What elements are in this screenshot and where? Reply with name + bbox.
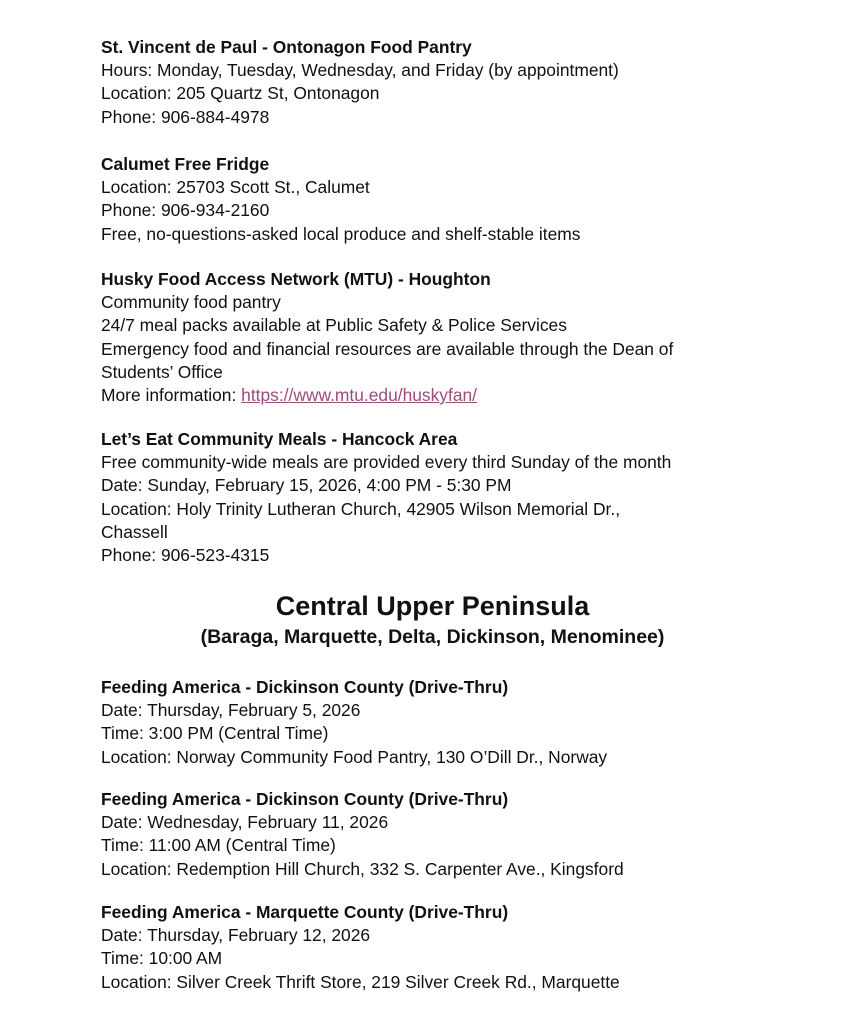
resource-entry-husky-fan [101, 268, 801, 407]
more-info-line [101, 384, 801, 407]
entry-line: Time: 10:00 AM [101, 948, 223, 969]
entry-line: Phone: 906-884-4978 [101, 106, 270, 127]
entry-title: St. Vincent de Paul - Ontonagon Food Pantry [101, 37, 472, 57]
entry-line: Date: Thursday, February 12, 2026 [101, 925, 371, 946]
entry-title: Let’s Eat Community Meals - Hancock Area [101, 429, 458, 449]
entry-line: Location: Norway Community Food Pantry, 130 O’Dill Dr., Norway [101, 746, 608, 767]
entry-line: Location: 205 Quartz St, Ontonagon [101, 83, 380, 104]
entry-title: Feeding America - Dickinson County (Drive-Thru) [101, 677, 509, 697]
entry-line: 24/7 meal packs available at Public Safety & Police Services [101, 315, 567, 336]
resource-entry-lets-eat [101, 428, 801, 567]
entry-line: Date: Sunday, February 15, 2026, 4:00 PM - 5:30 PM [101, 475, 512, 496]
resource-entry-marquette [101, 901, 801, 994]
entry-line: Phone: 906-523-4315 [101, 545, 270, 566]
entry-title: Feeding America - Dickinson County (Drive-Thru) [101, 789, 509, 809]
resource-entry-dickinson-1 [101, 676, 801, 769]
entry-title: Husky Food Access Network (MTU) - Houghton [101, 269, 491, 289]
section-title: Central Upper Peninsula [275, 591, 590, 621]
entry-line: Date: Thursday, February 5, 2026 [101, 700, 361, 721]
entry-line: Location: Silver Creek Thrift Store, 219 Silver Creek Rd., Marquette [101, 971, 620, 992]
entry-title: Feeding America - Marquette County (Drive-Thru) [101, 902, 509, 922]
section-subtitle: (Baraga, Marquette, Delta, Dickinson, Menominee) [200, 626, 665, 648]
entry-line: Free community-wide meals are provided every third Sunday of the month [101, 452, 672, 473]
husky-fan-link[interactable]: https://www.mtu.edu/huskyfan/ [241, 385, 478, 406]
entry-line: Hours: Monday, Tuesday, Wednesday, and Friday (by appointment) [101, 60, 619, 81]
entry-line: Location: Redemption Hill Church, 332 S. Carpenter Ave., Kingsford [101, 858, 624, 879]
more-info-label: More information: [101, 385, 242, 406]
resource-entry-st-vincent [101, 36, 801, 129]
resource-entry-dickinson-2 [101, 788, 801, 881]
entry-title: Calumet Free Fridge [101, 154, 270, 174]
entry-line: Location: Holy Trinity Lutheran Church, 42905 Wilson Memorial Dr., [101, 498, 621, 519]
entry-line: Community food pantry [101, 292, 281, 313]
entry-line: Time: 3:00 PM (Central Time) [101, 723, 329, 744]
entry-line: Free, no-questions-asked local produce and shelf-stable items [101, 223, 581, 244]
entry-line: Time: 11:00 AM (Central Time) [101, 835, 336, 856]
entry-line: Chassell [101, 521, 168, 542]
entry-line: Phone: 906-934-2160 [101, 200, 270, 221]
entry-line: Date: Wednesday, February 11, 2026 [101, 812, 389, 833]
entry-line: Students’ Office [101, 361, 223, 382]
entry-line: Emergency food and financial resources are available through the Dean of [101, 338, 674, 359]
resource-entry-calumet-fridge [101, 153, 801, 246]
entry-line: Location: 25703 Scott St., Calumet [101, 177, 370, 198]
